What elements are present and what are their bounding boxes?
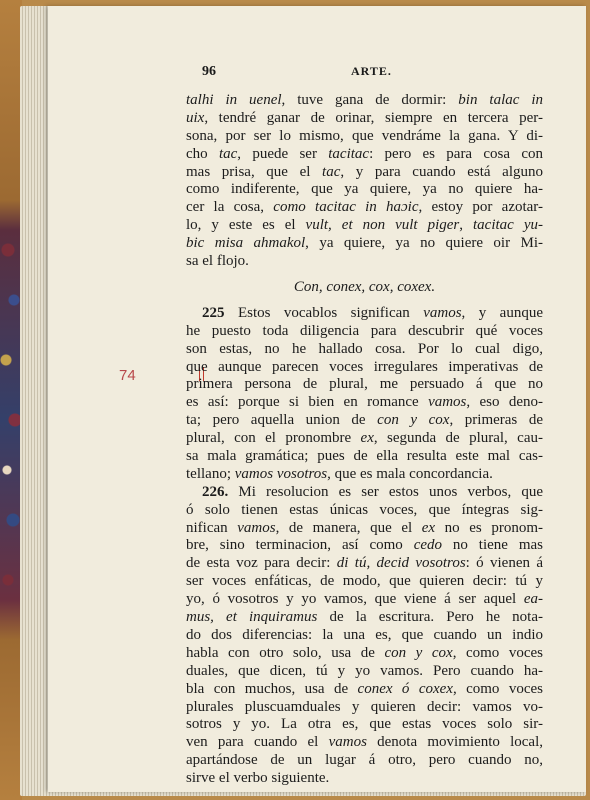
text-line: ser voces enfáticas, de modo, que quieren decir: tú y bbox=[186, 573, 543, 590]
paragraph-225 bbox=[186, 305, 543, 484]
text-line: es así: porque si bien en romance vamos, eso deno- bbox=[186, 394, 543, 411]
text-line: 225 Estos vocablos significan vamos, y aunque bbox=[202, 304, 543, 321]
text-line: primera persona de plural, me persuado á que no bbox=[186, 376, 543, 393]
text-line: sa el flojo. bbox=[186, 253, 249, 270]
text-line: sona, por ser lo mismo, que vendráme la gana. Y di- bbox=[186, 127, 543, 144]
text-line: ó solo tienen estas únicas voces, que íntegras sig- bbox=[186, 501, 543, 518]
text-line: mas prisa, que el tac, y para cuando está alguno bbox=[186, 163, 543, 180]
text-line: bla con muchos, usa de conex ó coxex, como voces bbox=[186, 680, 543, 697]
body-text bbox=[186, 92, 543, 788]
text-line: de esta voz para decir: di tú, decid vosotros: ó vienen á bbox=[186, 555, 543, 572]
paragraph-number: 225 bbox=[202, 304, 225, 321]
text-line: nifican vamos, de manera, que el ex no es pronom- bbox=[186, 519, 543, 536]
text-line: talhi in uenel, tuve gana de dormir: bin talac in bbox=[186, 92, 544, 108]
text-line: duales, que dicen, tú y yo vamos. Pero cuando ha- bbox=[186, 662, 543, 679]
text-line: plurales pluscuamduales y quieren decir: vamos vo- bbox=[186, 698, 543, 715]
page-header bbox=[202, 64, 543, 86]
text-line: plural, con el pronombre ex, segunda de plural, cau- bbox=[186, 430, 543, 447]
text-line: como indiferente, que ya quiere, ya no quiere ha- bbox=[186, 181, 543, 198]
text-line: sotros y yo. La otra es, que estas voces solo sir- bbox=[186, 716, 543, 733]
margin-annotation: 74 bbox=[119, 367, 136, 384]
text-line: bre, sino terminacion, así como cedo no tiene mas bbox=[186, 537, 543, 554]
text-line: cho tac, puede ser tacitac: pero es para cosa con bbox=[186, 145, 543, 162]
paragraph-continuation bbox=[186, 92, 543, 271]
running-head: ARTE. bbox=[351, 64, 392, 78]
marbled-cover bbox=[0, 0, 22, 800]
text-line: sirve el verbo siguiente. bbox=[186, 770, 330, 787]
text-line: uix, tendré ganar de orinar, siempre en tercera per- bbox=[186, 109, 543, 126]
text-line: he puesto toda diligencia para descubrir qué voces bbox=[186, 322, 543, 339]
text-line: ta; pero aquella union de con y cox, primeras de bbox=[186, 412, 544, 429]
text-line: apartándose de un lugar á otro, pero cuando no, bbox=[186, 752, 543, 769]
text-line: ven para cuando el vamos denota movimiento local, bbox=[186, 734, 544, 751]
text-line: bic misa ahmakol, ya quiere, ya no quiere oir Mi- bbox=[186, 235, 543, 252]
text-line: cer la cosa, como tacitac in haɔic, estoy por azotar- bbox=[186, 199, 543, 216]
text-line: sa mala gramática; pues de ella resulta este mal cas- bbox=[186, 448, 543, 465]
text-line: lo, y este es el vult, et non vult piger, tacitac yu- bbox=[186, 217, 543, 234]
text-line: tellano; vamos vosotros, que es mala concordancia. bbox=[186, 465, 493, 482]
section-heading: Con, conex, cox, coxex. bbox=[293, 278, 436, 295]
text-line: mus, et inquiramus de la escritura. Pero he nota- bbox=[186, 609, 543, 626]
text-line: habla con otro solo, usa de con y cox, como voces bbox=[186, 644, 543, 661]
paragraph-226 bbox=[186, 484, 543, 788]
text-line: yo, ó vosotros y yo vamos, que viene á ser aquel ea- bbox=[186, 591, 543, 608]
text-line: son estas, no he hallado cosa. Por lo cual digo, bbox=[186, 340, 543, 357]
text-line: do dos diferencias: la una es, que cuando un indio bbox=[186, 626, 543, 643]
text-line: que aunque parecen voces irregulares imperativas de bbox=[186, 358, 543, 375]
page-number: 96 bbox=[202, 64, 216, 79]
text-line: 226. Mi resolucion es ser estos unos verbos, que bbox=[202, 483, 544, 500]
paragraph-number: 226. bbox=[202, 483, 229, 500]
